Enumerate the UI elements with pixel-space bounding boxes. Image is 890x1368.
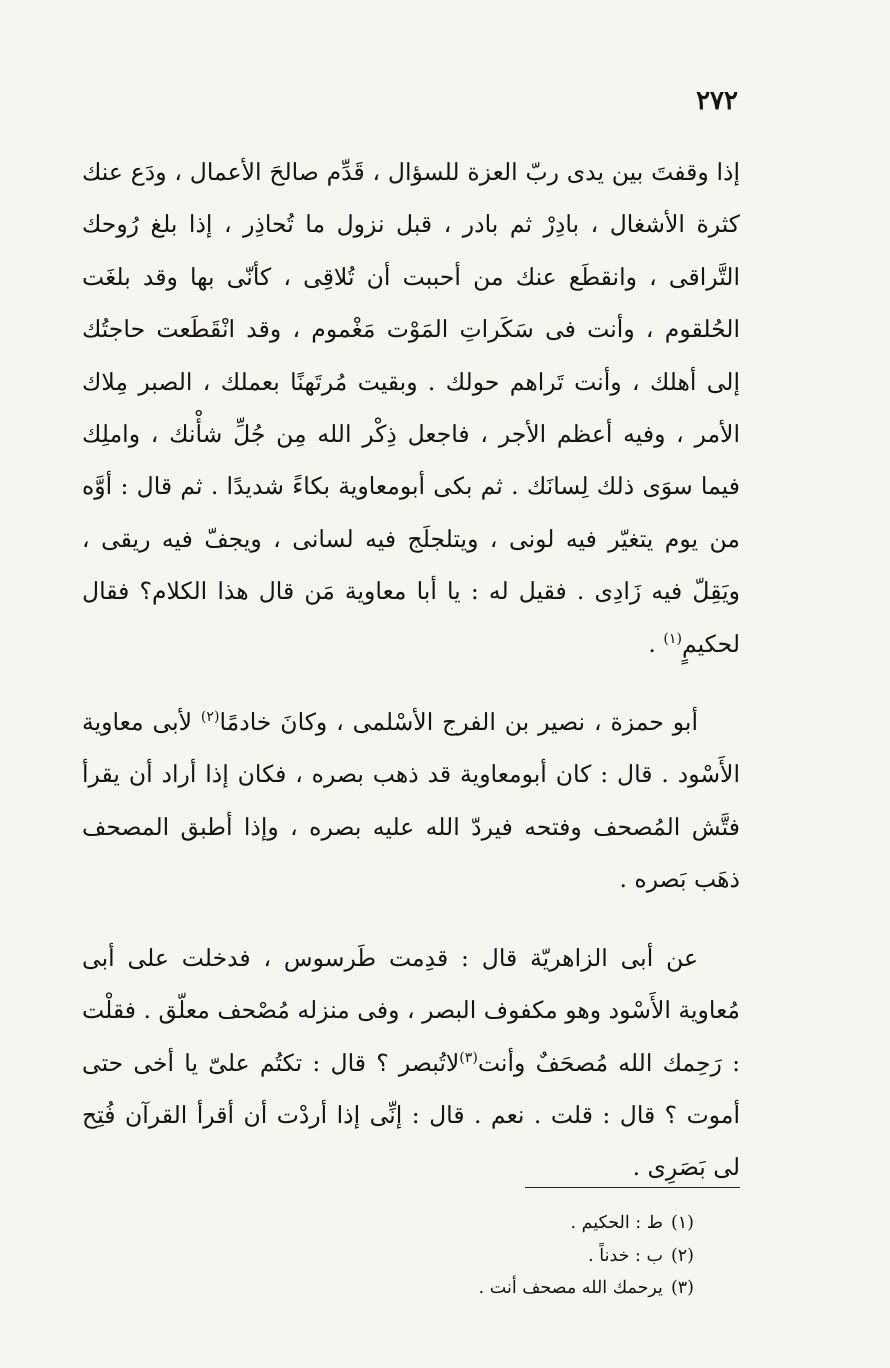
body-text xyxy=(82,146,740,1194)
footnote-1 xyxy=(294,1207,694,1240)
paragraph-2-text-b: لأبى معاوية الأَسْود . قال : كان أبومعاوية قد ذهب بصره ، فكان إذا أراد أن يقرأ فتَّش المُصحف وفتحه فيردّ الله عليه بصره ، وإذا أطبق المصحف ذهَب بَصره . xyxy=(82,708,740,894)
footnote-ref-3: (٣) xyxy=(459,1049,478,1066)
footnote-1-number: (١) xyxy=(670,1213,694,1233)
paragraph-3 xyxy=(82,932,740,1194)
footnote-ref-2: (٢) xyxy=(200,709,220,726)
paragraph-1-end: . xyxy=(648,629,664,658)
paragraph-3-text-a: عن أبى الزاهريّة قال : قدِمت طَرسوس ، فدخلت على أبى مُعاوية الأَسْود وهو مكفوف البصر ، وفى منزله مُصْحف معلّق . فقلْت : رَحِمك الله مُصحَفٌ وأنت xyxy=(82,943,740,1077)
paragraph-1 xyxy=(82,146,740,670)
footnote-3-number: (٣) xyxy=(670,1278,694,1298)
footnotes xyxy=(294,1207,694,1305)
paragraph-2-text-a: أبو حمزة ، نصير بن الفرج الأسْلمى ، وكانَ خادمًا xyxy=(219,708,698,737)
page-number: ٢٧٢ xyxy=(696,86,738,116)
paragraph-3-text-b: لاتُبصر ؟ قال : تكتُم علىّ يا أخى حتى أموت ؟ قال : قلت . نعم . قال : إنِّى إذا أردْت أن أقرأ القرآن فُتِح لى بَصَرِى . xyxy=(82,1048,740,1182)
footnote-divider xyxy=(525,1187,740,1188)
footnote-3-text: يرحمك الله مصحف أنت . xyxy=(478,1278,663,1298)
paragraph-2 xyxy=(82,696,740,906)
footnote-2-number: (٢) xyxy=(670,1245,694,1266)
footnote-2-text: ب : خدناً . xyxy=(588,1245,663,1266)
footnote-3 xyxy=(294,1272,694,1305)
footnote-1-text: ط : الحكيم . xyxy=(570,1213,663,1233)
footnote-ref-1: (١) xyxy=(663,630,682,647)
footnote-2 xyxy=(294,1240,694,1273)
paragraph-1-text: إذا وقفتَ بين يدى ربّ العزة للسؤال ، قَدِّم صالحَ الأعمال ، ودَع عنك كثرة الأشغال ، بادِرْ ثم بادر ، قبل نزول ما تُحاذِر ، إذا بلغ رُوحك التَّراقى ، وانقطَع عنك من أحببت أن تُلاقِى ، كأنّى بها وقد بلغَت الحُلقوم ، وأنت فى سَكَراتِ المَوْت مَغْموم ، وقد انْقَطَعت حاجتُك إلى أهلك ، وأنت تَراهم حولك . وبقيت مُرتَهنًا بعملك ، الصبر مِلاك الأمر ، وفيه أعظم الأجر ، فاجعل ذِكْر الله مِن جُلِّ شأْنك ، واملِك فيما سوَى ذلك لِسانَك . ثم بكى أبومعاوية بكاءً شديدًا . ثم قال : أوَّه من يوم يتغيّر فيه لونى ، ويتلجلَج فيه لسانى ، ويجفّ فيه ريقى ، ويَقِلّ فيه زَادِى . فقيل له : يا أبا معاوية مَن قال هذا الكلام؟ فقال لحكيمٍ xyxy=(82,158,740,658)
